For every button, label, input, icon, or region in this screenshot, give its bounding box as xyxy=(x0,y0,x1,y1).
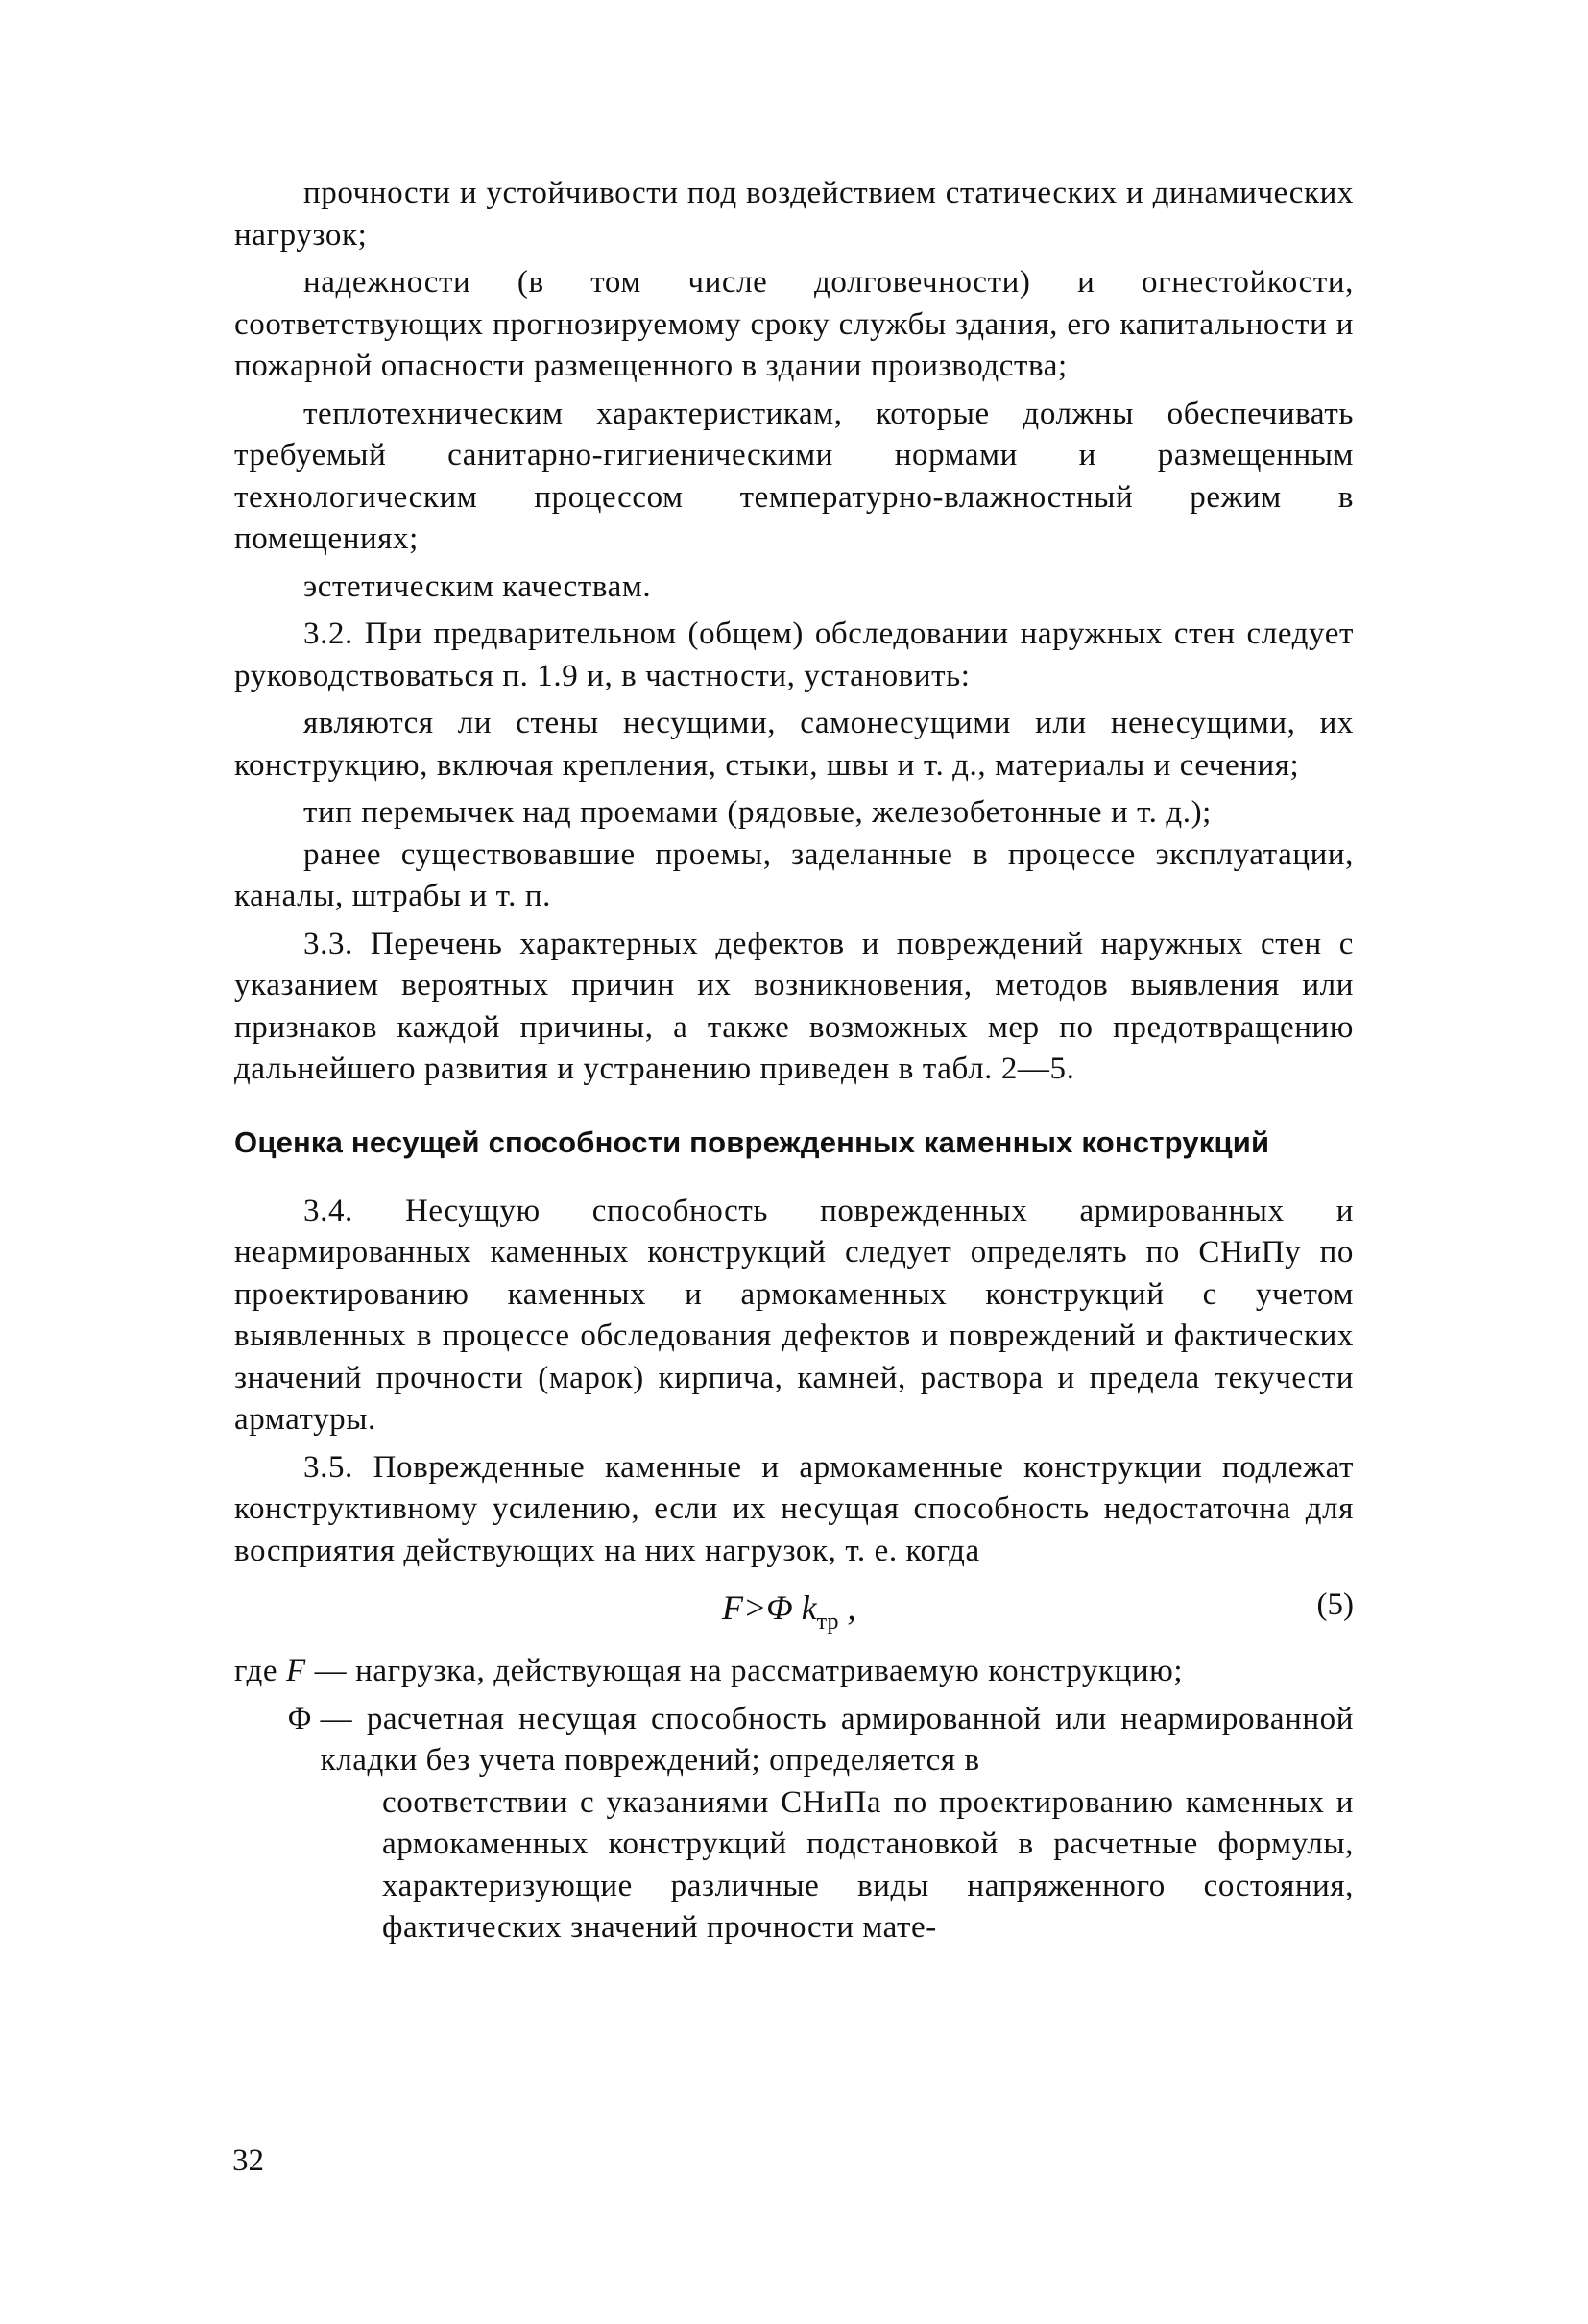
where-word xyxy=(234,1651,315,1693)
paragraph-lintels: тип перемычек над проемами (рядовые, железобетонные и т. д.); xyxy=(303,795,1212,830)
formula-number: (5) xyxy=(1316,1587,1354,1622)
formula-subscript: тр xyxy=(816,1610,839,1634)
paragraph-reliability: надежности (в том числе долговечности) и огнестойкости, соответствующих прогнозируемому сроку службы здания, его капитальности и пожарной опасности размещенного в здании производства; xyxy=(234,265,1354,383)
formula-main: F>Φ k xyxy=(722,1588,817,1627)
paragraph-walls-type: являются ли стены несущими, самонесущими или ненесущими, их конструкцию, включая крепления, стыки, швы и т. д., материалы и сечения; xyxy=(234,706,1354,783)
paragraph-thermal: теплотехническим характеристикам, которые должны обеспечивать требуемый санитарно-гигиеническими нормами и размещенным технологическим процессом температурно-влажностный режим в помещениях; xyxy=(234,396,1354,556)
definition-f-text: — нагрузка, действующая на рассматриваемую конструкцию; xyxy=(314,1654,1184,1688)
paragraph-3-2: 3.2. При предварительном (общем) обследовании наружных стен следует руководствоваться п. 1.9 и, в частности, установить: xyxy=(234,617,1354,693)
paragraph-3-4: 3.4. Несущую способность поврежденных армированных и неармированных каменных конструкций следует определять по СНиПу по проектированию каменных и армокаменных конструкций с учетом выявленных в процессе обследования дефектов и повреждений и фактических значений прочности (марок) кирпича, камней, раствора и предела текучести арматуры. xyxy=(234,1193,1354,1437)
document-page xyxy=(234,173,1354,1949)
paragraph-aesthetic: эстетическим качествам. xyxy=(303,569,652,604)
page-number: 32 xyxy=(232,2143,264,2178)
formula-suffix: , xyxy=(838,1588,856,1627)
formula xyxy=(722,1587,855,1635)
definition-f xyxy=(234,1651,1354,1693)
paragraph-openings: ранее существовавшие проемы, заделанные в процессе эксплуатации, каналы, штрабы и т. п. xyxy=(234,836,1354,913)
where-word-text: где xyxy=(234,1654,278,1688)
paragraph-3-5: 3.5. Поврежденные каменные и армокаменные конструкции подлежат конструктивному усилению, если их несущая способность недостаточна для восприятия действующих на них нагрузок, т. е. когда xyxy=(234,1449,1354,1568)
definition-phi-text-2: соответствии с указаниями СНиПа по проектированию каменных и армокаменных конструкций подстановкой в расчетные формулы, характеризующие различные виды напряженного состояния, фактических значений прочности мате- xyxy=(382,1784,1354,1945)
section-heading: Оценка несущей способности поврежденных каменных конструкций xyxy=(234,1125,1270,1159)
definition-phi xyxy=(288,1699,1354,1782)
paragraph-strength: прочности и устойчивости под воздействием статических и динамических нагрузок; xyxy=(234,176,1354,253)
paragraph-3-3: 3.3. Перечень характерных дефектов и повреждений наружных стен с указанием вероятных причин их возникновения, методов выявления или признаков каждой причины, а также возможных мер по предотвращению дальнейшего развития и устранению приведен в табл. 2—5. xyxy=(234,926,1354,1086)
definition-phi-text-1: — расчетная несущая способность армированной или неармированной кладки без учета повреждений; определяется в xyxy=(320,1701,1354,1778)
symbol-phi: Φ xyxy=(288,1701,312,1736)
symbol-f: F xyxy=(286,1654,306,1688)
formula-row xyxy=(234,1584,1354,1641)
